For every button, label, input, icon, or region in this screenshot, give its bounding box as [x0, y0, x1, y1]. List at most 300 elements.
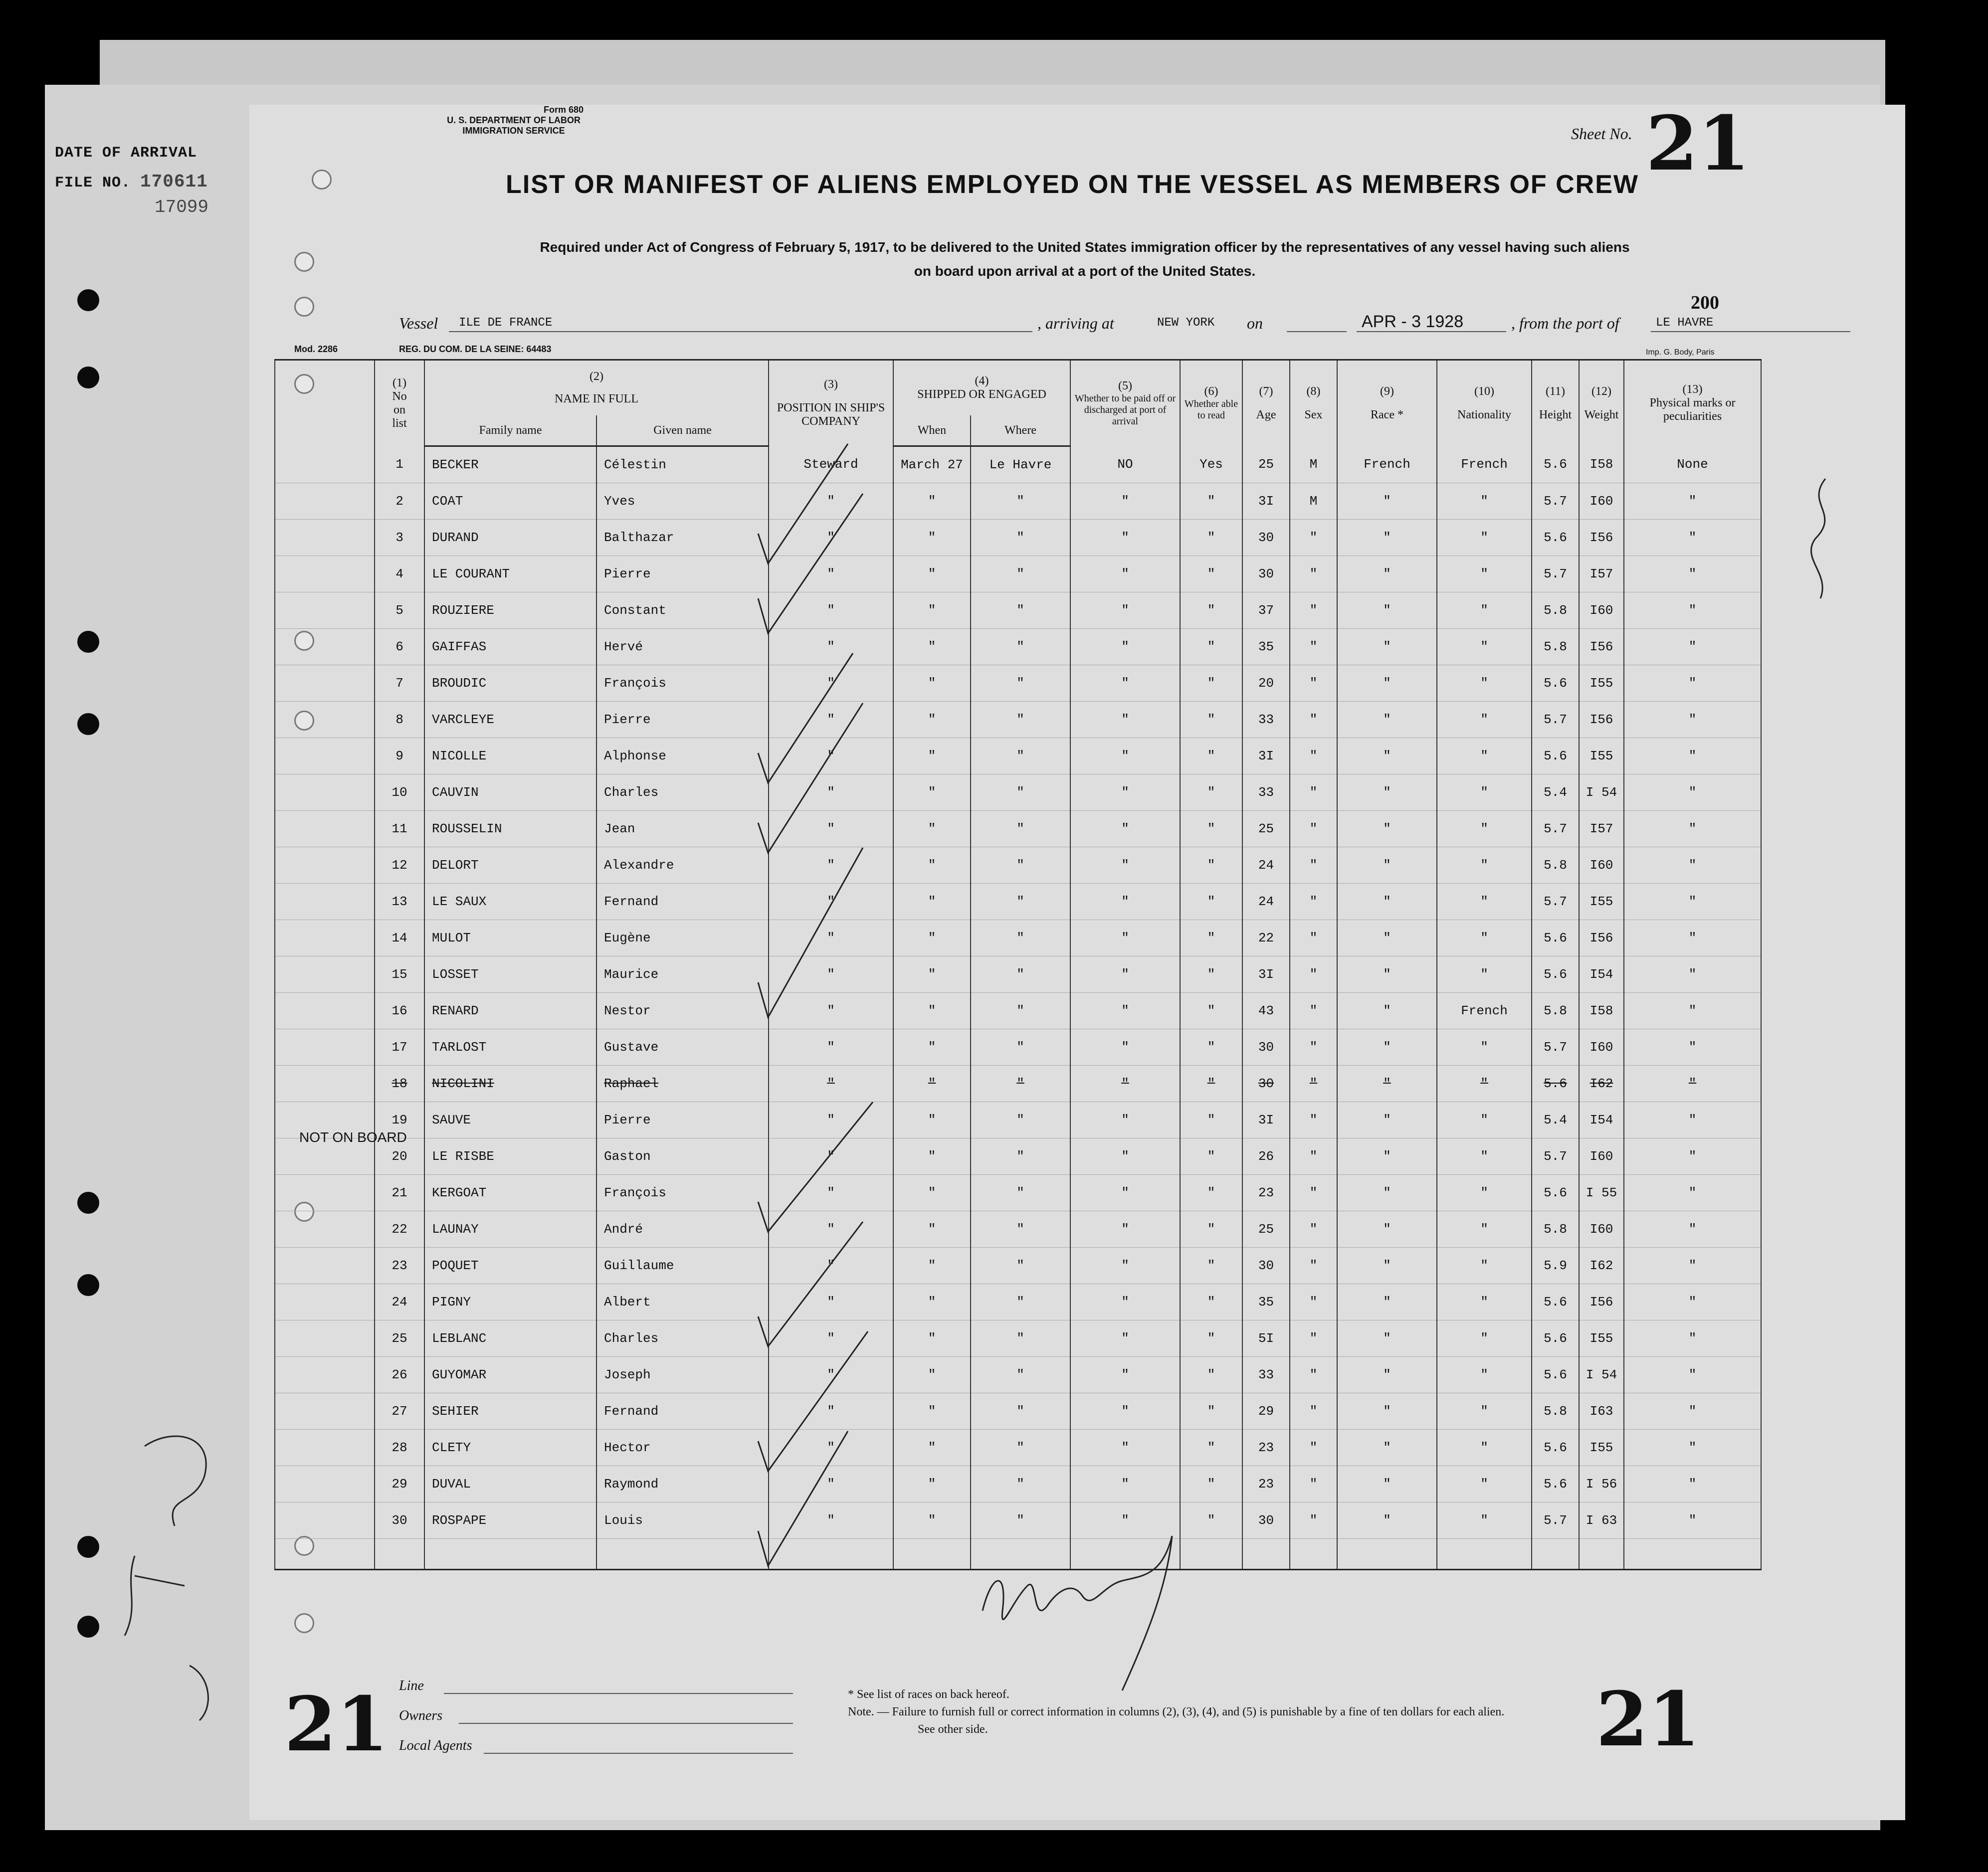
cell-paid-off: " — [1070, 847, 1180, 884]
cell-physical-marks: " — [1624, 1284, 1761, 1320]
cell-given-name: Pierre — [596, 1102, 769, 1138]
cell-paid-off: " — [1070, 1357, 1180, 1393]
cell-nationality: " — [1437, 1029, 1532, 1066]
cell-family-name: PIGNY — [424, 1284, 596, 1320]
cell-age: 29 — [1242, 1393, 1290, 1430]
table-row — [275, 520, 1761, 556]
cell-physical-marks: " — [1624, 1175, 1761, 1211]
cell-sex: " — [1290, 1466, 1337, 1502]
vessel-name: ILE DE FRANCE — [459, 316, 553, 330]
cell-race: " — [1337, 1284, 1437, 1320]
cell-race: " — [1337, 520, 1437, 556]
cell-height: 5.6 — [1532, 738, 1579, 774]
table-row — [275, 483, 1761, 520]
cell-race: " — [1337, 920, 1437, 956]
table-row — [275, 738, 1761, 774]
cell-able-to-read: " — [1180, 920, 1242, 956]
form-header — [379, 105, 648, 136]
arrival-port: NEW YORK — [1157, 316, 1215, 330]
cell-physical-marks: " — [1624, 1502, 1761, 1539]
cell-height: 5.7 — [1532, 1138, 1579, 1175]
cell-family-name: ROUSSELIN — [424, 811, 596, 847]
cell-paid-off: " — [1070, 1066, 1180, 1102]
cell-position: " — [769, 665, 893, 702]
header-race: (9) Race * — [1337, 360, 1437, 446]
cell-shipped-when: " — [893, 920, 971, 956]
cell-weight: I55 — [1579, 738, 1624, 774]
cell-list-no: 1 — [375, 446, 424, 483]
cell-shipped-where: " — [971, 884, 1070, 920]
cell-weight: I 54 — [1579, 1357, 1624, 1393]
cell-sex: " — [1290, 1320, 1337, 1357]
cell-physical-marks: " — [1624, 483, 1761, 520]
cell-age: 37 — [1242, 592, 1290, 629]
cell-age: 33 — [1242, 774, 1290, 811]
line-label: Line — [399, 1678, 424, 1693]
cell-shipped-where: " — [971, 1393, 1070, 1430]
punch-hole-icon — [294, 297, 314, 317]
cell-sex: " — [1290, 556, 1337, 592]
cell-weight: I 63 — [1579, 1502, 1624, 1539]
cell-sex: " — [1290, 993, 1337, 1029]
cell-shipped-when: " — [893, 1211, 971, 1248]
cell-position: " — [769, 956, 893, 993]
cell-nationality: " — [1437, 1248, 1532, 1284]
empty-cell — [893, 1539, 971, 1570]
margin-cell — [275, 520, 375, 556]
mod-number: Mod. 2286 — [294, 344, 338, 354]
cell-position: " — [769, 1502, 893, 1539]
cell-shipped-where: " — [971, 1502, 1070, 1539]
cell-position: " — [769, 1284, 893, 1320]
cell-race: " — [1337, 1102, 1437, 1138]
margin-pencil-marks — [115, 1426, 264, 1725]
cell-physical-marks: " — [1624, 702, 1761, 738]
margin-cell — [275, 629, 375, 665]
vessel-label: Vessel — [399, 314, 438, 332]
cell-shipped-when: " — [893, 1430, 971, 1466]
cell-shipped-when: " — [893, 993, 971, 1029]
cell-sex: " — [1290, 811, 1337, 847]
cell-race: " — [1337, 665, 1437, 702]
cell-family-name: LE RISBE — [424, 1138, 596, 1175]
margin-cell — [275, 811, 375, 847]
cell-height: 5.9 — [1532, 1248, 1579, 1284]
cell-shipped-where: " — [971, 1320, 1070, 1357]
cell-shipped-where: " — [971, 1357, 1070, 1393]
cell-sex: " — [1290, 1502, 1337, 1539]
cell-age: 20 — [1242, 665, 1290, 702]
margin-column-header — [275, 360, 375, 446]
cell-shipped-when: " — [893, 847, 971, 884]
cell-list-no: 2 — [375, 483, 424, 520]
table-row — [275, 1357, 1761, 1393]
cell-able-to-read: " — [1180, 811, 1242, 847]
cell-height: 5.6 — [1532, 920, 1579, 956]
cell-position: " — [769, 993, 893, 1029]
cell-physical-marks: " — [1624, 1211, 1761, 1248]
cell-shipped-where: " — [971, 1029, 1070, 1066]
cell-physical-marks: " — [1624, 1029, 1761, 1066]
cell-nationality: " — [1437, 774, 1532, 811]
cell-height: 5.4 — [1532, 1102, 1579, 1138]
cell-age: 25 — [1242, 1211, 1290, 1248]
cell-weight: I60 — [1579, 1029, 1624, 1066]
cell-paid-off: " — [1070, 483, 1180, 520]
table-row — [275, 811, 1761, 847]
header-physical-marks: (13) Physical marks or peculiarities — [1624, 360, 1761, 446]
cell-position: " — [769, 1430, 893, 1466]
cell-age: 3I — [1242, 738, 1290, 774]
cell-height: 5.6 — [1532, 956, 1579, 993]
cell-shipped-where: " — [971, 629, 1070, 665]
table-header-row — [275, 360, 1761, 416]
cell-list-no: 20 — [375, 1138, 424, 1175]
cell-weight: I55 — [1579, 1430, 1624, 1466]
margin-cell — [275, 993, 375, 1029]
cell-physical-marks: " — [1624, 592, 1761, 629]
cell-physical-marks: " — [1624, 1393, 1761, 1430]
cell-given-name: Fernand — [596, 1393, 769, 1430]
cell-shipped-when: " — [893, 702, 971, 738]
cell-sex: M — [1290, 446, 1337, 483]
sheet-number-right: 21 — [1596, 1676, 1700, 1763]
cell-sex: " — [1290, 1029, 1337, 1066]
margin-cell — [275, 446, 375, 483]
cell-given-name: Guillaume — [596, 1248, 769, 1284]
form-number: Form 680 — [543, 105, 584, 115]
table-row — [275, 665, 1761, 702]
cell-age: 33 — [1242, 1357, 1290, 1393]
cell-physical-marks: " — [1624, 629, 1761, 665]
cell-given-name: Yves — [596, 483, 769, 520]
margin-cell — [275, 1357, 375, 1393]
cell-age: 30 — [1242, 556, 1290, 592]
cell-height: 5.6 — [1532, 1066, 1579, 1102]
cell-nationality: " — [1437, 629, 1532, 665]
margin-cell — [275, 774, 375, 811]
margin-cell — [275, 920, 375, 956]
cell-able-to-read: " — [1180, 847, 1242, 884]
cell-age: 30 — [1242, 1502, 1290, 1539]
cell-race: " — [1337, 1029, 1437, 1066]
cell-shipped-when: " — [893, 1502, 971, 1539]
cell-shipped-where: " — [971, 738, 1070, 774]
cell-position: Steward — [769, 446, 893, 483]
binder-hole-icon — [77, 631, 99, 653]
punch-hole-icon — [294, 1613, 314, 1633]
cell-race: " — [1337, 592, 1437, 629]
binder-hole-icon — [77, 713, 99, 735]
empty-cell — [1180, 1539, 1242, 1570]
margin-cell — [275, 483, 375, 520]
margin-cell — [275, 847, 375, 884]
cell-shipped-where: " — [971, 702, 1070, 738]
header-name-in-full: (2) NAME IN FULL — [424, 360, 769, 416]
line-underline — [444, 1693, 793, 1694]
cell-weight: I 55 — [1579, 1175, 1624, 1211]
cell-position: " — [769, 556, 893, 592]
cell-family-name: GAIFFAS — [424, 629, 596, 665]
cell-family-name: BROUDIC — [424, 665, 596, 702]
binder-hole-icon — [77, 1536, 99, 1558]
table-row — [275, 847, 1761, 884]
cell-shipped-when: " — [893, 811, 971, 847]
cell-weight: I60 — [1579, 1211, 1624, 1248]
cell-height: 5.7 — [1532, 811, 1579, 847]
cell-able-to-read: " — [1180, 1029, 1242, 1066]
service-name: IMMIGRATION SERVICE — [462, 126, 565, 136]
cell-list-no: 24 — [375, 1284, 424, 1320]
cell-height: 5.6 — [1532, 665, 1579, 702]
table-row — [275, 1211, 1761, 1248]
cell-nationality: " — [1437, 884, 1532, 920]
cell-weight: I55 — [1579, 1320, 1624, 1357]
cell-race: " — [1337, 1138, 1437, 1175]
cell-nationality: " — [1437, 665, 1532, 702]
cell-paid-off: " — [1070, 1175, 1180, 1211]
cell-physical-marks: " — [1624, 1066, 1761, 1102]
cell-family-name: LAUNAY — [424, 1211, 596, 1248]
cell-weight: I56 — [1579, 520, 1624, 556]
cell-sex: " — [1290, 592, 1337, 629]
cell-age: 30 — [1242, 1066, 1290, 1102]
port-underline — [1651, 331, 1850, 332]
cell-list-no: 14 — [375, 920, 424, 956]
cell-family-name: ROUZIERE — [424, 592, 596, 629]
margin-cell — [275, 665, 375, 702]
cell-shipped-when: " — [893, 665, 971, 702]
table-row — [275, 1029, 1761, 1066]
cell-position: " — [769, 629, 893, 665]
header-given-name: Given name — [596, 415, 769, 446]
table-row — [275, 1320, 1761, 1357]
cell-race: " — [1337, 629, 1437, 665]
cell-sex: " — [1290, 774, 1337, 811]
cell-given-name: Pierre — [596, 702, 769, 738]
cell-given-name: Alphonse — [596, 738, 769, 774]
cell-paid-off: " — [1070, 629, 1180, 665]
cell-sex: " — [1290, 738, 1337, 774]
cell-nationality: " — [1437, 811, 1532, 847]
cell-shipped-when: " — [893, 556, 971, 592]
cell-weight: I56 — [1579, 920, 1624, 956]
margin-cell — [275, 556, 375, 592]
cell-family-name: KERGOAT — [424, 1175, 596, 1211]
cell-height: 5.6 — [1532, 1430, 1579, 1466]
cell-physical-marks: " — [1624, 811, 1761, 847]
cell-shipped-where: " — [971, 483, 1070, 520]
cell-sex: " — [1290, 1102, 1337, 1138]
cell-shipped-where: " — [971, 1066, 1070, 1102]
cell-family-name: MULOT — [424, 920, 596, 956]
cell-shipped-when: " — [893, 774, 971, 811]
header-weight: (12) Weight — [1579, 360, 1624, 446]
cell-weight: I60 — [1579, 483, 1624, 520]
cell-height: 5.7 — [1532, 556, 1579, 592]
local-agents-label: Local Agents — [399, 1738, 472, 1753]
cell-position: " — [769, 847, 893, 884]
cell-height: 5.7 — [1532, 1029, 1579, 1066]
table-row — [275, 1138, 1761, 1175]
cell-sex: " — [1290, 1138, 1337, 1175]
cell-age: 23 — [1242, 1430, 1290, 1466]
cell-age: 43 — [1242, 993, 1290, 1029]
margin-cell — [275, 1029, 375, 1066]
cell-age: 3I — [1242, 483, 1290, 520]
date-of-arrival-label: DATE OF ARRIVAL — [55, 145, 198, 162]
cell-height: 5.7 — [1532, 1502, 1579, 1539]
cell-physical-marks: " — [1624, 1138, 1761, 1175]
header-position: (3) POSITION IN SHIP'S COMPANY — [769, 360, 893, 446]
file-number-2: 17099 — [155, 197, 209, 217]
cell-sex: " — [1290, 1211, 1337, 1248]
cell-race: " — [1337, 1175, 1437, 1211]
cell-race: " — [1337, 1357, 1437, 1393]
cell-nationality: " — [1437, 1320, 1532, 1357]
margin-cell — [275, 1320, 375, 1357]
cell-shipped-where: " — [971, 1211, 1070, 1248]
cell-given-name: Raphael — [596, 1066, 769, 1102]
punch-hole-icon — [312, 170, 332, 189]
cell-family-name: LE COURANT — [424, 556, 596, 592]
cell-given-name: Constant — [596, 592, 769, 629]
binder-hole-icon — [77, 1192, 99, 1214]
cell-position: " — [769, 702, 893, 738]
cell-given-name: Fernand — [596, 884, 769, 920]
cell-shipped-when: " — [893, 629, 971, 665]
cell-shipped-where: " — [971, 1102, 1070, 1138]
cell-age: 35 — [1242, 629, 1290, 665]
margin-cell — [275, 592, 375, 629]
margin-cell — [275, 1430, 375, 1466]
cell-weight: I56 — [1579, 629, 1624, 665]
cell-paid-off: " — [1070, 1248, 1180, 1284]
cell-list-no: 9 — [375, 738, 424, 774]
penalty-note: Note. — Failure to furnish full or correct information in columns (2), (3), (4), and (5) is punishable by a fine of ten dollars for each alien. — [848, 1705, 1505, 1718]
cell-given-name: Pierre — [596, 556, 769, 592]
cell-position: " — [769, 1248, 893, 1284]
empty-cell — [1579, 1539, 1624, 1570]
cell-physical-marks: " — [1624, 1430, 1761, 1466]
cell-physical-marks: " — [1624, 1357, 1761, 1393]
cell-nationality: " — [1437, 1175, 1532, 1211]
cell-nationality: " — [1437, 1430, 1532, 1466]
cell-age: 24 — [1242, 847, 1290, 884]
cell-shipped-where: " — [971, 665, 1070, 702]
margin-cell — [275, 1284, 375, 1320]
cell-given-name: Louis — [596, 1502, 769, 1539]
cell-age: 35 — [1242, 1284, 1290, 1320]
cell-family-name: SAUVE — [424, 1102, 596, 1138]
cell-sex: " — [1290, 1175, 1337, 1211]
from-port-label: , from the port of — [1511, 314, 1619, 332]
cell-shipped-when: " — [893, 884, 971, 920]
cell-given-name: Hector — [596, 1430, 769, 1466]
cell-race: " — [1337, 1248, 1437, 1284]
empty-cell — [1242, 1539, 1290, 1570]
cell-shipped-where: " — [971, 1466, 1070, 1502]
cell-physical-marks: " — [1624, 1320, 1761, 1357]
cell-height: 5.7 — [1532, 483, 1579, 520]
sheet-number-left: 21 — [284, 1681, 389, 1768]
cell-height: 5.8 — [1532, 1393, 1579, 1430]
cell-position: " — [769, 1066, 893, 1102]
cell-age: 5I — [1242, 1320, 1290, 1357]
cell-family-name: CAUVIN — [424, 774, 596, 811]
cell-paid-off: " — [1070, 1284, 1180, 1320]
cell-nationality: " — [1437, 738, 1532, 774]
margin-cell — [275, 1066, 375, 1102]
cell-position: " — [769, 1466, 893, 1502]
cell-able-to-read: " — [1180, 702, 1242, 738]
cell-able-to-read: " — [1180, 1357, 1242, 1393]
margin-cell — [275, 738, 375, 774]
binder-hole-icon — [77, 1274, 99, 1296]
cell-nationality: " — [1437, 1102, 1532, 1138]
cell-position: " — [769, 884, 893, 920]
cell-paid-off: " — [1070, 520, 1180, 556]
header-height: (11) Height — [1532, 360, 1579, 446]
cell-weight: I60 — [1579, 1138, 1624, 1175]
cell-able-to-read: " — [1180, 1430, 1242, 1466]
cell-nationality: " — [1437, 520, 1532, 556]
date-underline — [1357, 331, 1506, 332]
sheet-number: 21 — [1646, 100, 1750, 187]
owners-label: Owners — [399, 1708, 443, 1723]
cell-physical-marks: " — [1624, 738, 1761, 774]
cell-height: 5.6 — [1532, 1320, 1579, 1357]
table-row — [275, 993, 1761, 1029]
cell-physical-marks: " — [1624, 1248, 1761, 1284]
table-row — [275, 1393, 1761, 1430]
cell-sex: " — [1290, 1284, 1337, 1320]
cell-age: 25 — [1242, 446, 1290, 483]
cell-physical-marks: " — [1624, 920, 1761, 956]
cell-paid-off: " — [1070, 1430, 1180, 1466]
cell-nationality: " — [1437, 1502, 1532, 1539]
cell-shipped-when: " — [893, 1029, 971, 1066]
empty-cell — [1532, 1539, 1579, 1570]
cell-height: 5.6 — [1532, 1284, 1579, 1320]
cell-family-name: DELORT — [424, 847, 596, 884]
cell-height: 5.8 — [1532, 993, 1579, 1029]
cell-physical-marks: " — [1624, 665, 1761, 702]
margin-cell — [275, 1393, 375, 1430]
cell-paid-off: " — [1070, 1211, 1180, 1248]
margin-cell — [275, 1248, 375, 1284]
cell-list-no: 8 — [375, 702, 424, 738]
header-paid-off: (5) Whether to be paid off or discharged at port of arrival — [1070, 360, 1180, 446]
cell-nationality: " — [1437, 556, 1532, 592]
margin-cell — [275, 1466, 375, 1502]
cell-able-to-read: " — [1180, 556, 1242, 592]
cell-shipped-when: " — [893, 1320, 971, 1357]
cell-given-name: Gaston — [596, 1138, 769, 1175]
cell-race: " — [1337, 847, 1437, 884]
table-row — [275, 1248, 1761, 1284]
printer-name: Imp. G. Body, Paris — [1646, 348, 1715, 357]
cell-race: " — [1337, 702, 1437, 738]
cell-given-name: Charles — [596, 1320, 769, 1357]
cell-family-name: BECKER — [424, 446, 596, 483]
cell-sex: " — [1290, 920, 1337, 956]
cell-family-name: ROSPAPE — [424, 1502, 596, 1539]
cell-paid-off: " — [1070, 884, 1180, 920]
cell-paid-off: " — [1070, 993, 1180, 1029]
cell-paid-off: " — [1070, 811, 1180, 847]
cell-weight: I54 — [1579, 1102, 1624, 1138]
